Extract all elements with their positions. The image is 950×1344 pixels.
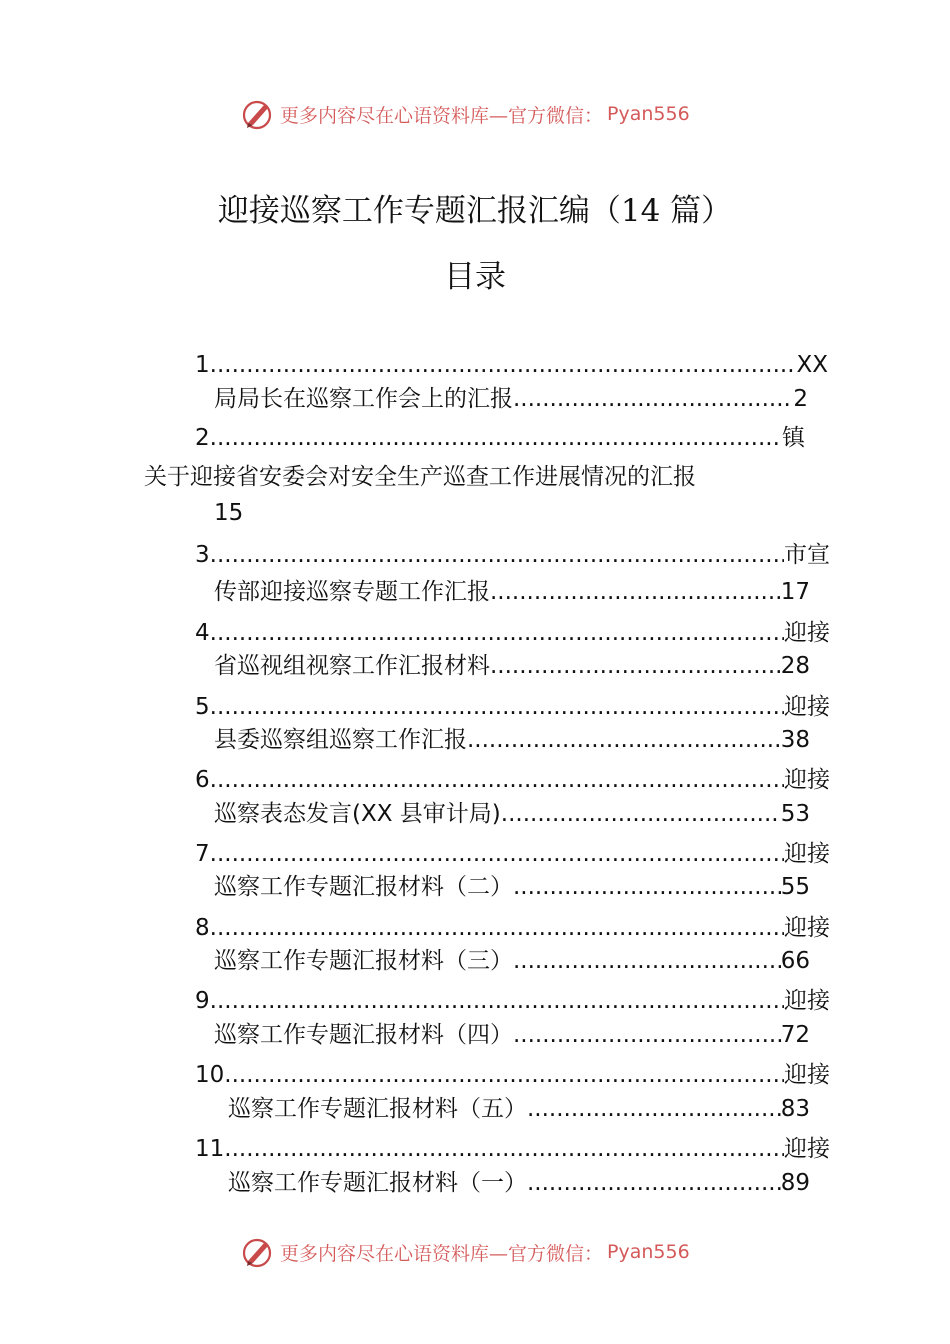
toc-entry-7-title-line[interactable]	[214, 872, 810, 902]
toc-entry-title-start: 迎接	[784, 767, 830, 793]
watermark-wechat-id: Pyan556	[607, 103, 690, 125]
toc-leader-dots	[210, 540, 784, 570]
toc-entry-title-start: 迎接	[784, 915, 830, 941]
toc-entry-1-title-line[interactable]	[214, 384, 808, 414]
toc-entry-title: 巡察工作专题汇报材料（三）	[214, 948, 513, 974]
toc-entry-number: 11	[195, 1136, 225, 1162]
toc-leader-dots	[210, 618, 784, 648]
toc-leader-dots	[210, 350, 797, 380]
toc-leader-dots	[501, 799, 781, 829]
toc-entry-page: 72	[780, 1022, 810, 1048]
toc-entry-3-number-line[interactable]	[195, 540, 830, 570]
toc-leader-dots	[210, 913, 784, 943]
toc-entry-page: 17	[780, 579, 810, 605]
pen-logo-icon	[240, 97, 274, 131]
toc-entry-number: 9	[195, 988, 210, 1014]
toc-entry-3-title-line[interactable]	[214, 577, 810, 607]
toc-entry-9-title-line[interactable]	[214, 1020, 810, 1050]
toc-entry-title-start: 迎接	[784, 1062, 830, 1088]
toc-entry-title-start: 迎接	[784, 841, 830, 867]
toc-entry-page: 28	[780, 653, 810, 679]
toc-leader-dots	[527, 1094, 781, 1124]
toc-leader-dots	[513, 872, 781, 902]
toc-entry-6-number-line[interactable]	[195, 765, 830, 795]
toc-entry-4-title-line[interactable]	[214, 651, 810, 681]
toc-entry-number: 3	[195, 542, 210, 568]
toc-leader-dots	[210, 423, 782, 453]
toc-entry-number: 5	[195, 694, 210, 720]
toc-entry-8-number-line[interactable]	[195, 913, 830, 943]
toc-entry-title-start: 镇	[782, 425, 805, 451]
toc-leader-dots	[210, 839, 784, 869]
toc-entry-title-start: 迎接	[784, 1136, 830, 1162]
toc-entry-page: 89	[780, 1170, 810, 1196]
toc-entry-page: 66	[780, 948, 810, 974]
toc-entry-page: 83	[780, 1096, 810, 1122]
toc-heading: 目录	[444, 259, 506, 295]
toc-entry-title: 省巡视组视察工作汇报材料	[214, 653, 490, 679]
toc-entry-title-start: 迎接	[784, 988, 830, 1014]
toc-entry-title: 巡察工作专题汇报材料（一）	[228, 1170, 527, 1196]
toc-entry-10-title-line[interactable]	[228, 1094, 810, 1124]
toc-entry-number: 4	[195, 620, 210, 646]
toc-entry-number: 8	[195, 915, 210, 941]
toc-entry-title: 巡察表态发言(XX 县审计局)	[214, 801, 501, 827]
toc-leader-dots	[513, 946, 781, 976]
pen-logo-icon	[240, 1235, 274, 1269]
watermark-header	[240, 96, 690, 132]
watermark-text: 更多内容尽在心语资料库—官方微信：	[280, 1242, 604, 1265]
toc-entry-title: 巡察工作专题汇报材料（四）	[214, 1022, 513, 1048]
toc-leader-dots	[513, 1020, 781, 1050]
document-title: 迎接巡察工作专题汇报汇编（14 篇）	[217, 193, 733, 229]
toc-entry-2-number-line[interactable]	[195, 423, 805, 453]
toc-entry-title: 县委巡察组巡察工作汇报	[214, 727, 467, 753]
toc-entry-6-title-line[interactable]	[214, 799, 810, 829]
toc-entry-title-start: 迎接	[784, 620, 830, 646]
toc-leader-dots	[467, 725, 781, 755]
toc-entry-number: 7	[195, 841, 210, 867]
toc-leader-dots	[224, 1134, 784, 1164]
toc-entry-2-page-line	[214, 498, 243, 528]
toc-leader-dots	[210, 692, 784, 722]
toc-entry-page: 2	[793, 386, 808, 412]
toc-entry-5-title-line[interactable]	[214, 725, 810, 755]
toc-entry-number: 10	[195, 1062, 225, 1088]
toc-entry-title: 巡察工作专题汇报材料（五）	[228, 1096, 527, 1122]
toc-entry-title: 关于迎接省安委会对安全生产巡查工作进展情况的汇报	[144, 464, 696, 490]
toc-entry-9-number-line[interactable]	[195, 986, 830, 1016]
toc-leader-dots	[224, 1060, 784, 1090]
toc-entry-title: 巡察工作专题汇报材料（二）	[214, 874, 513, 900]
toc-entry-4-number-line[interactable]	[195, 618, 830, 648]
toc-entry-8-title-line[interactable]	[214, 946, 810, 976]
toc-entry-title: 局局长在巡察工作会上的汇报	[214, 386, 513, 412]
toc-entry-page: 15	[214, 500, 244, 526]
toc-leader-dots	[490, 651, 781, 681]
toc-entry-number: 2	[195, 425, 210, 451]
watermark-footer	[240, 1234, 690, 1270]
toc-entry-number: 1	[195, 352, 210, 378]
toc-leader-dots	[527, 1168, 781, 1198]
toc-entry-5-number-line[interactable]	[195, 692, 830, 722]
toc-leader-dots	[513, 384, 793, 414]
toc-entry-2-title-line[interactable]	[144, 462, 696, 492]
toc-entry-page: 53	[780, 801, 810, 827]
toc-entry-11-title-line[interactable]	[228, 1168, 810, 1198]
watermark-wechat-id: Pyan556	[607, 1241, 690, 1263]
toc-entry-title-start: 市宣	[784, 542, 830, 568]
toc-leader-dots	[210, 986, 784, 1016]
toc-entry-title: 传部迎接巡察专题工作汇报	[214, 579, 490, 605]
toc-entry-number: 6	[195, 767, 210, 793]
toc-leader-dots	[490, 577, 781, 607]
toc-entry-page: 55	[780, 874, 810, 900]
toc-entry-10-number-line[interactable]	[195, 1060, 830, 1090]
toc-leader-dots	[210, 765, 784, 795]
toc-entry-title-start: 迎接	[784, 694, 830, 720]
watermark-text: 更多内容尽在心语资料库—官方微信：	[280, 104, 604, 127]
toc-entry-11-number-line[interactable]	[195, 1134, 830, 1164]
toc-entry-title-start: XX	[796, 352, 828, 378]
toc-entry-1-number-line[interactable]	[195, 350, 828, 380]
toc-entry-page: 38	[780, 727, 810, 753]
toc-entry-7-number-line[interactable]	[195, 839, 830, 869]
